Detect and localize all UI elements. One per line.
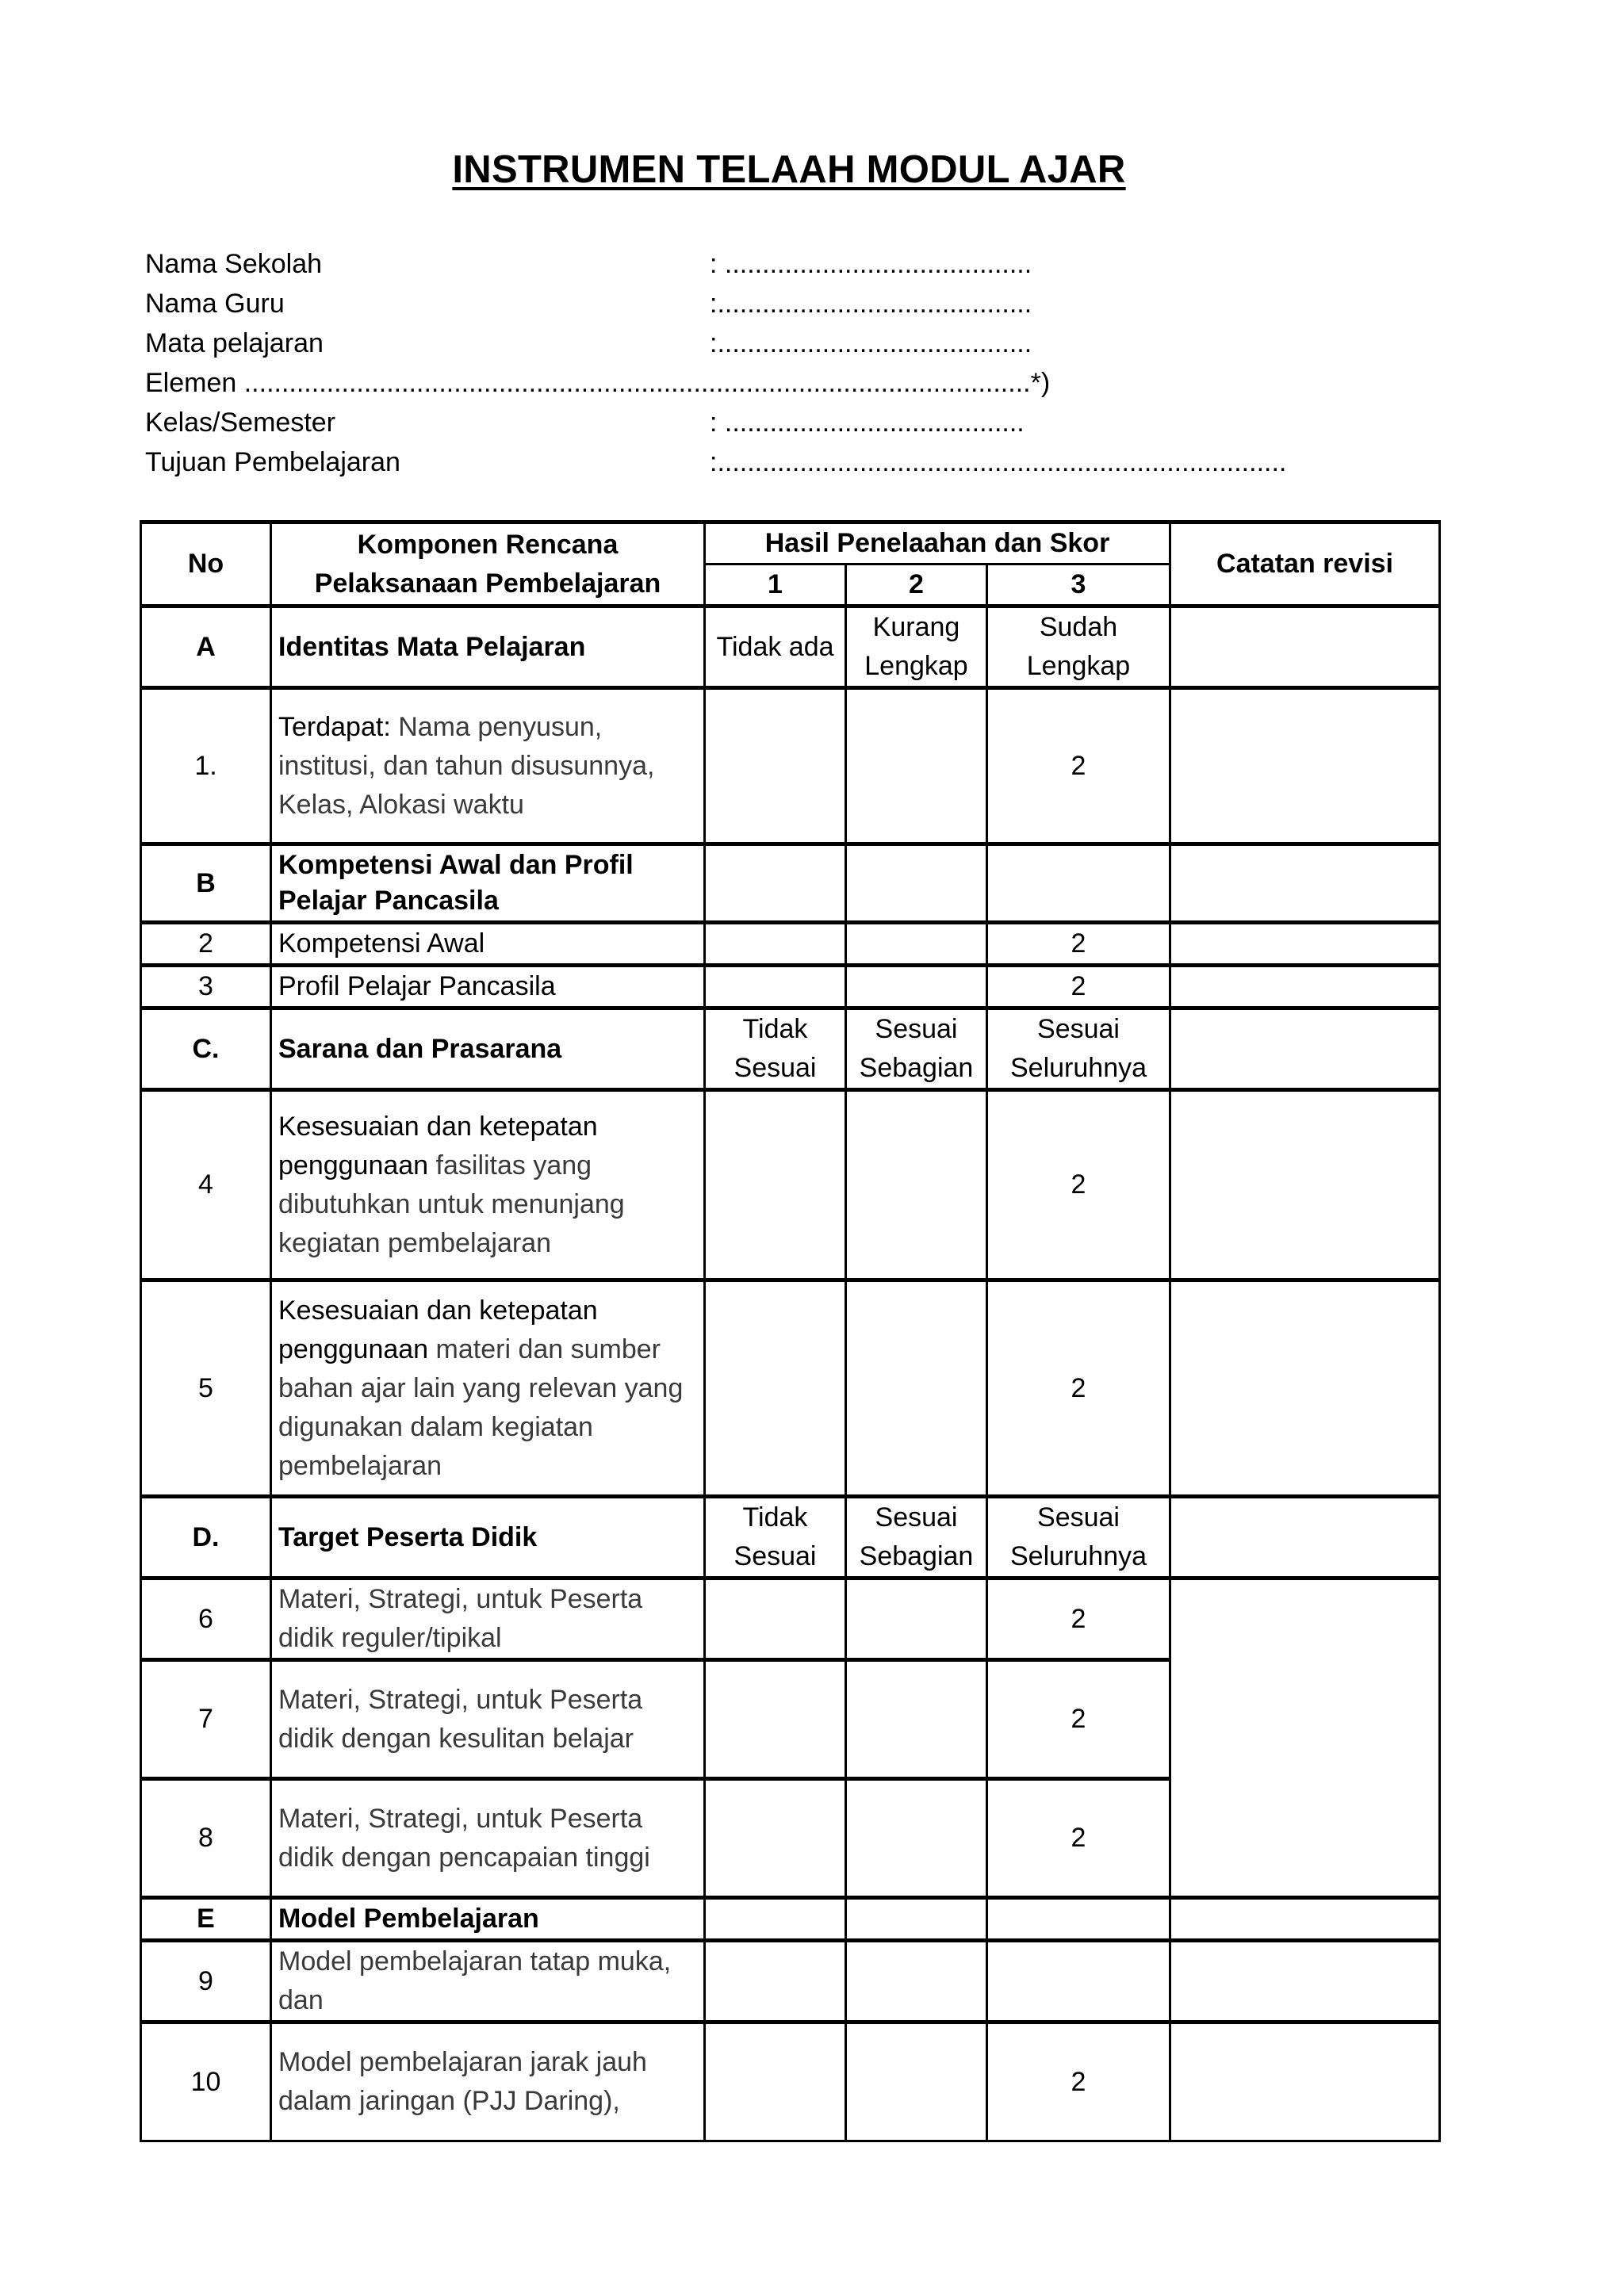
info-value[interactable]: :.......................................... [710,328,1032,358]
row-text [271,1280,705,1497]
score-cell-3[interactable]: 2 [987,688,1170,844]
section-no: B [141,844,271,923]
info-label: Mata pelajaran [145,328,324,358]
score-cell-3[interactable]: 2 [987,1779,1170,1898]
row-text-lead: Kesesuaian dan ketepatan penggunaan [278,1295,598,1364]
info-row-learning-goal [145,442,1493,482]
score-cell-2[interactable] [846,688,987,844]
score-cell-2[interactable] [846,2022,987,2141]
section-title: Target Peserta Didik [271,1497,705,1578]
score-cell-3[interactable]: 2 [987,1660,1170,1779]
row-text [271,688,705,844]
row-no: 1. [141,688,271,844]
row-text: Materi, Strategi, untuk Peserta didik reguler/tipikal [271,1578,705,1660]
info-label[interactable]: Elemen .........................................................................................................*) [145,368,1051,398]
score-cell-1[interactable] [705,1280,846,1497]
header-result: Hasil Penelaahan dan Skor [705,522,1170,564]
row-text: Profil Pelajar Pancasila [271,966,705,1008]
header-component: Komponen Rencana Pelaksanaan Pembelajaran [271,522,705,607]
score-cell-2[interactable] [846,1779,987,1898]
notes-cell[interactable] [1170,1578,1440,1898]
row-no: 3 [141,966,271,1008]
score-cell-3[interactable] [987,1941,1170,2022]
option-label: Tidak ada [705,607,846,688]
row-no: 10 [141,2022,271,2141]
section-no: D. [141,1497,271,1578]
info-row-class-semester [145,403,1493,442]
info-value[interactable]: :............................................................................ [710,447,1287,477]
table-row [141,2022,1440,2141]
table-row [141,688,1440,844]
option-label: Sudah Lengkap [987,607,1170,688]
section-no: C. [141,1008,271,1090]
table-row [141,923,1440,966]
info-label: Nama Guru [145,289,285,319]
info-row-subject [145,323,1493,363]
score-cell-2[interactable] [846,1578,987,1660]
score-cell-3[interactable]: 2 [987,1280,1170,1497]
score-cell-2[interactable] [846,923,987,966]
notes-cell[interactable] [1170,1941,1440,2022]
score-cell-3[interactable]: 2 [987,923,1170,966]
row-text [271,1090,705,1280]
row-no: 8 [141,1779,271,1898]
header-notes: Catatan revisi [1170,522,1440,607]
row-text-lead: Kesesuaian dan ketepatan penggunaan [278,1111,598,1181]
section-title: Sarana dan Prasarana [271,1008,705,1090]
option-label: Tidak Sesuai [705,1497,846,1578]
option-label: Sesuai Sebagian [846,1008,987,1090]
info-row-element [145,363,1493,403]
info-label: Tujuan Pembelajaran [145,447,400,477]
header-score-3: 3 [987,564,1170,607]
score-cell-1 [705,844,846,923]
score-cell-3 [987,1898,1170,1941]
score-cell-2[interactable] [846,1280,987,1497]
notes-cell[interactable] [1170,607,1440,688]
score-cell-3[interactable]: 2 [987,966,1170,1008]
table-row [141,1578,1440,1660]
score-cell-2[interactable] [846,966,987,1008]
table-row [141,1941,1440,2022]
score-cell-2 [846,1898,987,1941]
score-cell-3[interactable]: 2 [987,1090,1170,1280]
row-text: Kompetensi Awal [271,923,705,966]
section-row-d [141,1497,1440,1578]
score-cell-1[interactable] [705,1941,846,2022]
section-no: E [141,1898,271,1941]
section-row-c [141,1008,1440,1090]
score-cell-3[interactable]: 2 [987,2022,1170,2141]
notes-cell[interactable] [1170,1008,1440,1090]
score-cell-1[interactable] [705,1090,846,1280]
section-title: Kompetensi Awal dan Profil Pelajar Pancasila [271,844,705,923]
header-no: No [141,522,271,607]
row-text: Materi, Strategi, untuk Peserta didik dengan kesulitan belajar [271,1660,705,1779]
score-cell-2 [846,844,987,923]
notes-cell[interactable] [1170,2022,1440,2141]
info-label: Nama Sekolah [145,249,323,279]
section-row-b [141,844,1440,923]
row-no: 5 [141,1280,271,1497]
option-label: Sesuai Seluruhnya [987,1008,1170,1090]
row-no: 6 [141,1578,271,1660]
section-row-e [141,1898,1440,1941]
row-text: Materi, Strategi, untuk Peserta didik dengan pencapaian tinggi [271,1779,705,1898]
section-no: A [141,607,271,688]
score-cell-1[interactable] [705,923,846,966]
section-title: Identitas Mata Pelajaran [271,607,705,688]
row-text-rest: materi dan sumber bahan ajar lain yang relevan yang digunakan dalam kegiatan pembelajaran [278,1334,684,1481]
review-table [140,520,1441,2142]
score-cell-3 [987,844,1170,923]
row-text: Model pembelajaran jarak jauh dalam jaringan (PJJ Daring), [271,2022,705,2141]
row-no: 4 [141,1090,271,1280]
info-value[interactable]: : ......................................... [710,249,1032,279]
table-row [141,966,1440,1008]
notes-cell[interactable] [1170,1898,1440,1941]
header-score-1: 1 [705,564,846,607]
notes-cell[interactable] [1170,923,1440,966]
option-label: Sesuai Sebagian [846,1497,987,1578]
info-label: Kelas/Semester [145,408,335,438]
row-no: 2 [141,923,271,966]
row-text: Model pembelajaran tatap muka, dan [271,1941,705,2022]
page-title: INSTRUMEN TELAAH MODUL AJAR [452,148,1126,191]
row-text-rest: fasilitas yang dibutuhkan untuk menunjang kegiatan pembelajaran [278,1150,625,1258]
notes-cell[interactable] [1170,966,1440,1008]
table-header-row [141,522,1440,564]
score-cell-1[interactable] [705,688,846,844]
score-cell-1 [705,1898,846,1941]
notes-cell[interactable] [1170,688,1440,844]
header-score-2: 2 [846,564,987,607]
score-cell-1[interactable] [705,966,846,1008]
info-row-teacher [145,284,1493,323]
notes-cell[interactable] [1170,1497,1440,1578]
score-cell-1[interactable] [705,1779,846,1898]
notes-cell[interactable] [1170,1090,1440,1280]
identity-info-block [145,244,1493,482]
score-cell-1[interactable] [705,1578,846,1660]
score-cell-1[interactable] [705,1660,846,1779]
score-cell-2[interactable] [846,1660,987,1779]
info-value[interactable]: : ........................................ [710,408,1025,438]
section-title: Model Pembelajaran [271,1898,705,1941]
info-row-school [145,244,1493,284]
row-text-rest: Nama penyusun, institusi, dan tahun disusunnya, Kelas, Alokasi waktu [278,711,655,820]
row-no: 7 [141,1660,271,1779]
notes-cell[interactable] [1170,1280,1440,1497]
info-value[interactable]: :.......................................... [710,289,1032,319]
option-label: Tidak Sesuai [705,1008,846,1090]
option-label: Kurang Lengkap [846,607,987,688]
table-row [141,1280,1440,1497]
option-label: Sesuai Seluruhnya [987,1497,1170,1578]
row-no: 9 [141,1941,271,2022]
score-cell-3[interactable]: 2 [987,1578,1170,1660]
score-cell-1[interactable] [705,2022,846,2141]
notes-cell[interactable] [1170,844,1440,923]
row-text-lead: Terdapat: [278,711,391,742]
score-cell-2[interactable] [846,1090,987,1280]
section-row-a [141,607,1440,688]
score-cell-2[interactable] [846,1941,987,2022]
table-row [141,1090,1440,1280]
